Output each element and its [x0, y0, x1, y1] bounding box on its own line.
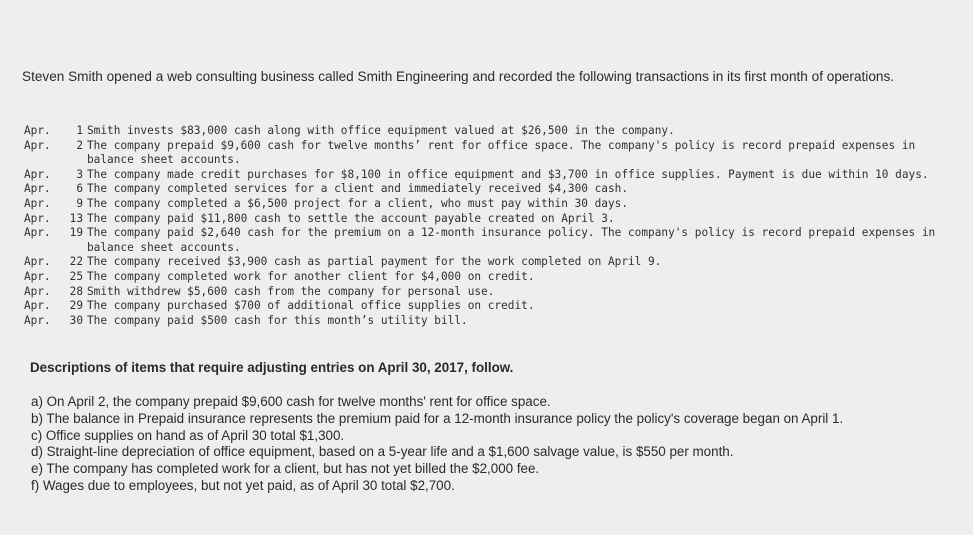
- transaction-day: 25: [69, 269, 83, 283]
- transaction-month: Apr.: [24, 255, 51, 269]
- transaction-month: Apr.: [24, 167, 51, 181]
- transaction-month: Apr.: [24, 313, 51, 327]
- adjustment-item: a) On April 2, the company prepaid $9,600 cash for twelve months' rent for office space.: [31, 394, 551, 409]
- transaction-month: Apr.: [24, 269, 51, 283]
- transaction-row: [24, 139, 944, 168]
- transaction-list: [24, 124, 944, 328]
- transaction-text: The company purchased $700 of additional office supplies on credit.: [87, 299, 535, 313]
- transaction-row: [24, 314, 944, 329]
- transaction-row: [24, 197, 944, 212]
- transaction-row: [24, 168, 944, 183]
- transaction-text: The company prepaid $9,600 cash for twelve months’ rent for office space. The company's policy is record prepaid expenses in balance sheet accounts.: [87, 138, 916, 167]
- transaction-month: Apr.: [24, 138, 51, 152]
- transaction-row: [24, 226, 944, 255]
- adjustment-item: e) The company has completed work for a client, but has not yet billed the $2,000 fee.: [31, 461, 540, 477]
- transaction-day: 6: [76, 182, 83, 196]
- transaction-month: Apr.: [24, 124, 51, 137]
- transaction-text: The company paid $11,800 cash to settle the account payable created on April 3.: [87, 211, 615, 225]
- transaction-month: Apr.: [24, 226, 51, 240]
- transaction-month: Apr.: [24, 182, 51, 196]
- adjustment-item: d) Straight-line depreciation of office equipment, based on a 5-year life and a $1,600 salvage value, is $550 per month.: [31, 444, 734, 460]
- transaction-month: Apr.: [24, 211, 51, 225]
- transaction-day: 3: [76, 167, 83, 181]
- transaction-day: 13: [69, 211, 83, 225]
- transaction-row: [24, 124, 944, 139]
- transaction-row: [24, 182, 944, 197]
- transaction-text: The company paid $500 cash for this month’s utility bill.: [87, 313, 468, 327]
- transaction-text: The company completed services for a client and immediately received $4,300 cash.: [87, 182, 628, 196]
- transaction-day: 30: [69, 313, 83, 327]
- transaction-day: 28: [69, 284, 83, 298]
- transaction-row: [24, 212, 944, 227]
- transaction-day: 9: [76, 196, 83, 210]
- transaction-day: 2: [76, 138, 83, 152]
- transaction-day: 22: [69, 255, 83, 269]
- adjustment-item: b) The balance in Prepaid insurance represents the premium paid for a 12-month insurance policy the policy's coverage began on April 1.: [31, 410, 844, 426]
- transaction-text: The company completed work for another client for $4,000 on credit.: [87, 269, 535, 283]
- transaction-month: Apr.: [24, 196, 51, 210]
- transaction-text: The company completed a $6,500 project for a client, who must pay within 30 days.: [87, 196, 628, 210]
- transaction-text: Smith invests $83,000 cash along with office equipment valued at $26,500 in the company.: [87, 124, 675, 137]
- transaction-row: [24, 299, 944, 314]
- transaction-text: The company paid $2,640 cash for the premium on a 12-month insurance policy. The company's policy is record prepaid expenses in balance sheet accounts.: [87, 226, 936, 254]
- adjustments-heading: Descriptions of items that require adjusting entries on April 30, 2017, follow.: [30, 360, 514, 375]
- problem-intro: Steven Smith opened a web consulting business called Smith Engineering and recorded the following transactions in its first month of operations.: [22, 69, 895, 84]
- transaction-text: The company received $3,900 cash as partial payment for the work completed on April 9.: [87, 255, 662, 269]
- adjustments-list: [31, 394, 921, 495]
- transaction-day: 1: [76, 124, 83, 137]
- transaction-text: Smith withdrew $5,600 cash from the company for personal use.: [87, 284, 495, 298]
- transaction-month: Apr.: [24, 284, 51, 298]
- transaction-day: 19: [69, 226, 83, 240]
- transaction-row: [24, 270, 944, 285]
- transaction-text: The company made credit purchases for $8,100 in office equipment and $3,700 in office supplies. Payment is due within 10 days.: [87, 167, 929, 181]
- transaction-row: [24, 255, 944, 270]
- transaction-month: Apr.: [24, 299, 51, 313]
- adjustment-item: f) Wages due to employees, but not yet paid, as of April 30 total $2,700.: [31, 477, 455, 493]
- transaction-row: [24, 285, 944, 300]
- adjustment-item: c) Office supplies on hand as of April 30 total $1,300.: [31, 427, 345, 443]
- transaction-day: 29: [69, 299, 83, 313]
